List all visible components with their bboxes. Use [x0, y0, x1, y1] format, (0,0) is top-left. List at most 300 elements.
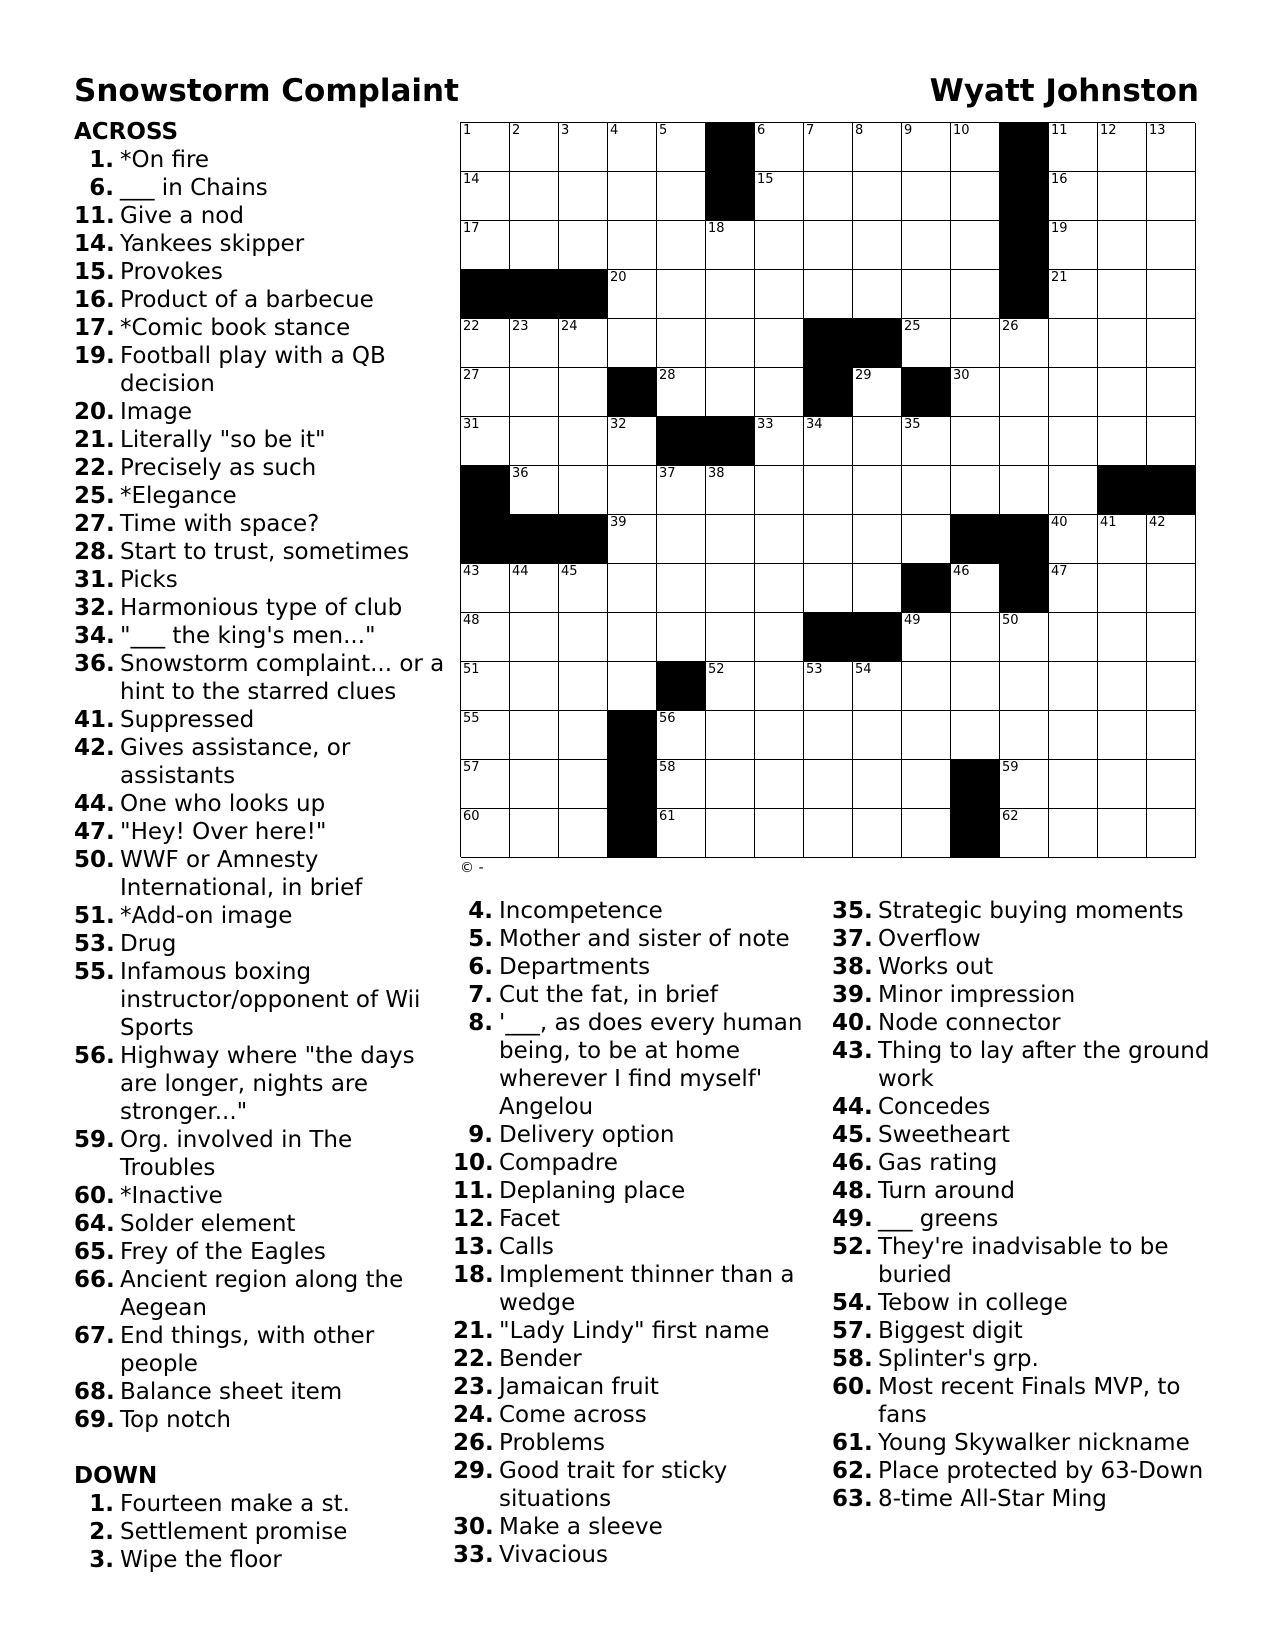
clue-text: Good trait for sticky situations	[499, 1458, 728, 1512]
grid-cell	[706, 760, 755, 809]
copyright-notice: © -	[460, 860, 484, 876]
clue-number: 38.	[832, 954, 873, 980]
grid-cell	[1098, 123, 1147, 172]
grid-cell	[1098, 221, 1147, 270]
grid-cell	[706, 515, 755, 564]
clue-number: 27.	[74, 511, 115, 537]
clue-text: '___, as does every human being, to be at home wherever I find myself' Angelou	[499, 1010, 803, 1120]
grid-cell	[902, 270, 951, 319]
grid-cell	[608, 221, 657, 270]
grid-cell	[657, 123, 706, 172]
clue-item	[453, 1373, 823, 1401]
grid-cell	[559, 809, 608, 858]
black-square	[706, 172, 755, 221]
cell-number: 6	[757, 123, 766, 138]
clue-item	[453, 1541, 823, 1569]
cell-number: 48	[463, 613, 480, 628]
grid-cell	[510, 319, 559, 368]
cell-number: 53	[806, 662, 823, 677]
clue-text: Time with space?	[120, 511, 320, 537]
grid-cell	[1147, 270, 1196, 319]
clue-number: 24.	[453, 1402, 494, 1428]
clue-number: 48.	[832, 1178, 873, 1204]
clue-number: 59.	[74, 1127, 115, 1153]
clue-number: 29.	[453, 1458, 494, 1484]
cell-number: 1	[463, 123, 472, 138]
cell-number: 42	[1149, 515, 1166, 530]
clue-item	[74, 818, 446, 846]
clue-number: 6.	[89, 175, 114, 201]
grid-cell	[657, 270, 706, 319]
grid-cell	[1147, 123, 1196, 172]
grid-cell	[1098, 319, 1147, 368]
down-clue-list-3	[832, 897, 1222, 1513]
clue-text: Departments	[499, 954, 651, 980]
clue-item	[74, 1042, 446, 1126]
clue-number: 14.	[74, 231, 115, 257]
grid-cell	[1049, 123, 1098, 172]
clue-item	[74, 1210, 446, 1238]
grid-cell	[1098, 270, 1147, 319]
clue-number: 31.	[74, 567, 115, 593]
grid-cell	[1049, 662, 1098, 711]
black-square	[657, 662, 706, 711]
clue-number: 44.	[832, 1094, 873, 1120]
clue-item	[74, 1126, 446, 1182]
black-square	[608, 760, 657, 809]
clue-text: *Inactive	[120, 1183, 223, 1209]
grid-cell	[1000, 417, 1049, 466]
grid-cell	[559, 123, 608, 172]
grid-cell	[657, 172, 706, 221]
clue-number: 16.	[74, 287, 115, 313]
grid-cell	[608, 613, 657, 662]
clue-text: Problems	[499, 1430, 606, 1456]
clue-item	[74, 930, 446, 958]
clue-number: 21.	[74, 427, 115, 453]
clue-number: 58.	[832, 1346, 873, 1372]
black-square	[657, 417, 706, 466]
clue-text: Start to trust, sometimes	[120, 539, 410, 565]
clue-text: Delivery option	[499, 1122, 675, 1148]
clue-text: Strategic buying moments	[878, 898, 1184, 924]
grid-cell	[804, 123, 853, 172]
cell-number: 13	[1149, 123, 1166, 138]
cell-number: 52	[708, 662, 725, 677]
clue-text: Node connector	[878, 1010, 1061, 1036]
clue-number: 53.	[74, 931, 115, 957]
grid-cell	[1147, 417, 1196, 466]
across-heading: ACROSS	[74, 119, 179, 145]
cell-number: 22	[463, 319, 480, 334]
cell-number: 43	[463, 564, 480, 579]
clue-number: 18.	[453, 1262, 494, 1288]
clue-number: 56.	[74, 1043, 115, 1069]
clue-item	[453, 1513, 823, 1541]
cell-number: 36	[512, 466, 529, 481]
clue-item	[74, 538, 446, 566]
clue-item	[74, 1546, 446, 1574]
cell-number: 47	[1051, 564, 1068, 579]
clue-item	[74, 398, 446, 426]
grid-cell	[559, 466, 608, 515]
clue-text: Infamous boxing instructor/opponent of Wii Sports	[120, 959, 421, 1041]
grid-cell	[510, 221, 559, 270]
cell-number: 29	[855, 368, 872, 383]
grid-cell	[706, 221, 755, 270]
clue-number: 26.	[453, 1430, 494, 1456]
grid-cell	[510, 368, 559, 417]
grid-cell	[804, 760, 853, 809]
crossword-grid	[460, 122, 1195, 857]
clue-item	[832, 1093, 1222, 1121]
clue-text: Suppressed	[120, 707, 255, 733]
grid-cell	[755, 662, 804, 711]
clue-text: *Add-on image	[120, 903, 293, 929]
grid-cell	[1147, 515, 1196, 564]
grid-cell	[755, 368, 804, 417]
clue-number: 1.	[89, 147, 114, 173]
clue-item	[74, 1266, 446, 1322]
clue-item	[74, 706, 446, 734]
grid-cell	[951, 172, 1000, 221]
clue-text: Thing to lay after the ground work	[878, 1038, 1210, 1092]
grid-cell	[902, 760, 951, 809]
grid-cell	[804, 270, 853, 319]
grid-cell	[706, 368, 755, 417]
black-square	[804, 368, 853, 417]
grid-cell	[559, 564, 608, 613]
grid-cell	[804, 809, 853, 858]
black-square	[902, 564, 951, 613]
grid-cell	[902, 172, 951, 221]
clue-text: Tebow in college	[878, 1290, 1068, 1316]
clue-number: 45.	[832, 1122, 873, 1148]
clue-text: They're inadvisable to be buried	[878, 1234, 1169, 1288]
grid-cell	[1098, 662, 1147, 711]
clue-number: 68.	[74, 1379, 115, 1405]
cell-number: 37	[659, 466, 676, 481]
clue-text: Literally "so be it"	[120, 427, 326, 453]
clue-text: Product of a barbecue	[120, 287, 374, 313]
grid-cell	[1000, 809, 1049, 858]
grid-cell	[755, 515, 804, 564]
clue-text: Compadre	[499, 1150, 618, 1176]
clue-text: Place protected by 63-Down	[878, 1458, 1204, 1484]
grid-cell	[755, 466, 804, 515]
grid-cell	[1098, 417, 1147, 466]
black-square	[1000, 270, 1049, 319]
black-square	[461, 270, 510, 319]
grid-cell	[608, 466, 657, 515]
cell-number: 5	[659, 123, 668, 138]
grid-cell	[1098, 368, 1147, 417]
grid-cell	[804, 221, 853, 270]
black-square	[559, 515, 608, 564]
grid-cell	[1098, 760, 1147, 809]
grid-cell	[461, 123, 510, 172]
grid-cell	[951, 613, 1000, 662]
grid-cell	[951, 662, 1000, 711]
clue-number: 19.	[74, 343, 115, 369]
clue-item	[832, 1205, 1222, 1233]
grid-cell	[755, 319, 804, 368]
across-clue-list	[74, 146, 446, 1434]
clue-item	[453, 1233, 823, 1261]
grid-cell	[1098, 613, 1147, 662]
grid-cell	[853, 466, 902, 515]
clue-number: 42.	[74, 735, 115, 761]
clue-item	[74, 790, 446, 818]
clue-text: *Elegance	[120, 483, 237, 509]
grid-cell	[559, 172, 608, 221]
clue-text: "___ the king's men..."	[120, 623, 376, 649]
grid-cell	[902, 515, 951, 564]
clue-text: Precisely as such	[120, 455, 317, 481]
grid-cell	[1049, 760, 1098, 809]
clue-item	[74, 426, 446, 454]
clue-text: Vivacious	[499, 1542, 608, 1568]
grid-cell	[951, 466, 1000, 515]
clue-item	[453, 981, 823, 1009]
cell-number: 17	[463, 221, 480, 236]
black-square	[902, 368, 951, 417]
clue-number: 28.	[74, 539, 115, 565]
cell-number: 59	[1002, 760, 1019, 775]
cell-number: 12	[1100, 123, 1117, 138]
grid-cell	[1000, 319, 1049, 368]
grid-cell	[1049, 417, 1098, 466]
clue-number: 63.	[832, 1486, 873, 1512]
cell-number: 30	[953, 368, 970, 383]
clue-number: 69.	[74, 1407, 115, 1433]
clue-number: 3.	[89, 1547, 114, 1573]
grid-cell	[706, 613, 755, 662]
cell-number: 41	[1100, 515, 1117, 530]
clue-item	[832, 897, 1222, 925]
grid-cell	[657, 515, 706, 564]
clue-item	[832, 1177, 1222, 1205]
grid-cell	[1098, 515, 1147, 564]
grid-cell	[1000, 368, 1049, 417]
clue-text: Make a sleeve	[499, 1514, 663, 1540]
black-square	[1000, 123, 1049, 172]
clue-number: 34.	[74, 623, 115, 649]
clue-number: 43.	[832, 1038, 873, 1064]
clue-item	[453, 925, 823, 953]
clue-text: Deplaning place	[499, 1178, 686, 1204]
clue-item	[453, 1317, 823, 1345]
grid-cell	[461, 417, 510, 466]
clue-number: 55.	[74, 959, 115, 985]
cell-number: 16	[1051, 172, 1068, 187]
clue-text: Mother and sister of note	[499, 926, 790, 952]
clue-text: Balance sheet item	[120, 1379, 343, 1405]
black-square	[1098, 466, 1147, 515]
clue-item	[74, 314, 446, 342]
clue-text: Highway where "the days are longer, nights are stronger..."	[120, 1043, 415, 1125]
grid-cell	[461, 760, 510, 809]
grid-cell	[559, 417, 608, 466]
clue-item	[74, 454, 446, 482]
clue-item	[832, 1485, 1222, 1513]
grid-cell	[1147, 711, 1196, 760]
clue-number: 52.	[832, 1234, 873, 1260]
grid-cell	[902, 123, 951, 172]
grid-cell	[1098, 172, 1147, 221]
clue-item	[453, 1401, 823, 1429]
clue-text: Overflow	[878, 926, 981, 952]
clue-number: 32.	[74, 595, 115, 621]
grid-cell	[706, 662, 755, 711]
clue-item	[74, 146, 446, 174]
cell-number: 9	[904, 123, 913, 138]
cell-number: 4	[610, 123, 619, 138]
clue-text: Solder element	[120, 1211, 296, 1237]
grid-cell	[1147, 172, 1196, 221]
grid-cell	[559, 319, 608, 368]
cell-number: 62	[1002, 809, 1019, 824]
cell-number: 3	[561, 123, 570, 138]
clue-number: 64.	[74, 1211, 115, 1237]
black-square	[461, 466, 510, 515]
clue-text: 8-time All-Star Ming	[878, 1486, 1107, 1512]
grid-cell	[608, 123, 657, 172]
grid-cell	[853, 515, 902, 564]
grid-cell	[608, 172, 657, 221]
grid-cell	[755, 613, 804, 662]
clue-number: 13.	[453, 1234, 494, 1260]
grid-cell	[853, 564, 902, 613]
clue-item	[74, 566, 446, 594]
grid-cell	[853, 809, 902, 858]
grid-cell	[902, 662, 951, 711]
grid-cell	[804, 515, 853, 564]
black-square	[1000, 564, 1049, 613]
clue-number: 62.	[832, 1458, 873, 1484]
clue-number: 2.	[89, 1519, 114, 1545]
cell-number: 24	[561, 319, 578, 334]
black-square	[853, 319, 902, 368]
cell-number: 8	[855, 123, 864, 138]
clue-text: Splinter's grp.	[878, 1346, 1039, 1372]
cell-number: 25	[904, 319, 921, 334]
cell-number: 55	[463, 711, 480, 726]
grid-cell	[755, 760, 804, 809]
grid-cell	[755, 123, 804, 172]
clue-number: 20.	[74, 399, 115, 425]
cell-number: 27	[463, 368, 480, 383]
black-square	[804, 319, 853, 368]
black-square	[608, 368, 657, 417]
black-square	[461, 515, 510, 564]
clue-number: 39.	[832, 982, 873, 1008]
grid-cell	[559, 221, 608, 270]
clue-item	[74, 1518, 446, 1546]
black-square	[706, 417, 755, 466]
grid-cell	[657, 221, 706, 270]
clue-number: 23.	[453, 1374, 494, 1400]
grid-cell	[1147, 760, 1196, 809]
grid-cell	[1000, 711, 1049, 760]
clue-text: Implement thinner than a wedge	[499, 1262, 795, 1316]
clue-item	[453, 1345, 823, 1373]
black-square	[608, 711, 657, 760]
grid-cell	[755, 564, 804, 613]
clue-number: 49.	[832, 1206, 873, 1232]
grid-cell	[755, 172, 804, 221]
clue-number: 30.	[453, 1514, 494, 1540]
clue-item	[453, 1261, 823, 1317]
grid-cell	[902, 613, 951, 662]
clue-number: 8.	[468, 1010, 493, 1036]
clue-item	[74, 1322, 446, 1378]
grid-cell	[951, 564, 1000, 613]
grid-cell	[706, 809, 755, 858]
grid-cell	[657, 809, 706, 858]
grid-cell	[706, 270, 755, 319]
clue-item	[832, 1121, 1222, 1149]
grid-cell	[902, 466, 951, 515]
clue-item	[74, 622, 446, 650]
clue-item	[74, 902, 446, 930]
cell-number: 46	[953, 564, 970, 579]
grid-cell	[1049, 564, 1098, 613]
clue-number: 36.	[74, 651, 115, 677]
clue-text: Settlement promise	[120, 1519, 348, 1545]
grid-cell	[755, 417, 804, 466]
grid-cell	[1049, 466, 1098, 515]
grid-cell	[951, 221, 1000, 270]
cell-number: 39	[610, 515, 627, 530]
clue-number: 65.	[74, 1239, 115, 1265]
clue-text: WWF or Amnesty International, in brief	[120, 847, 363, 901]
clue-text: "Hey! Over here!"	[120, 819, 327, 845]
black-square	[1000, 221, 1049, 270]
cell-number: 60	[463, 809, 480, 824]
grid-cell	[608, 515, 657, 564]
grid-cell	[461, 809, 510, 858]
grid-cell	[559, 711, 608, 760]
grid-cell	[608, 662, 657, 711]
clue-item	[74, 286, 446, 314]
clue-text: Gives assistance, or assistants	[120, 735, 351, 789]
clue-item	[74, 1182, 446, 1210]
across-clues-column	[74, 118, 446, 1574]
cell-number: 15	[757, 172, 774, 187]
grid-cell	[951, 319, 1000, 368]
grid-cell	[1147, 662, 1196, 711]
clue-number: 1.	[89, 1491, 114, 1517]
black-square	[951, 809, 1000, 858]
clue-number: 61.	[832, 1430, 873, 1456]
clue-text: End things, with other people	[120, 1323, 375, 1377]
clue-number: 46.	[832, 1150, 873, 1176]
grid-cell	[902, 417, 951, 466]
grid-cell	[853, 662, 902, 711]
grid-cell	[461, 711, 510, 760]
clue-item	[832, 1233, 1222, 1289]
grid-cell	[657, 711, 706, 760]
grid-cell	[853, 270, 902, 319]
clue-number: 17.	[74, 315, 115, 341]
puzzle-author: Wyatt Johnston	[929, 73, 1199, 109]
grid-cell	[559, 613, 608, 662]
grid-cell	[461, 564, 510, 613]
grid-cell	[510, 172, 559, 221]
black-square	[1147, 466, 1196, 515]
grid-cell	[657, 466, 706, 515]
